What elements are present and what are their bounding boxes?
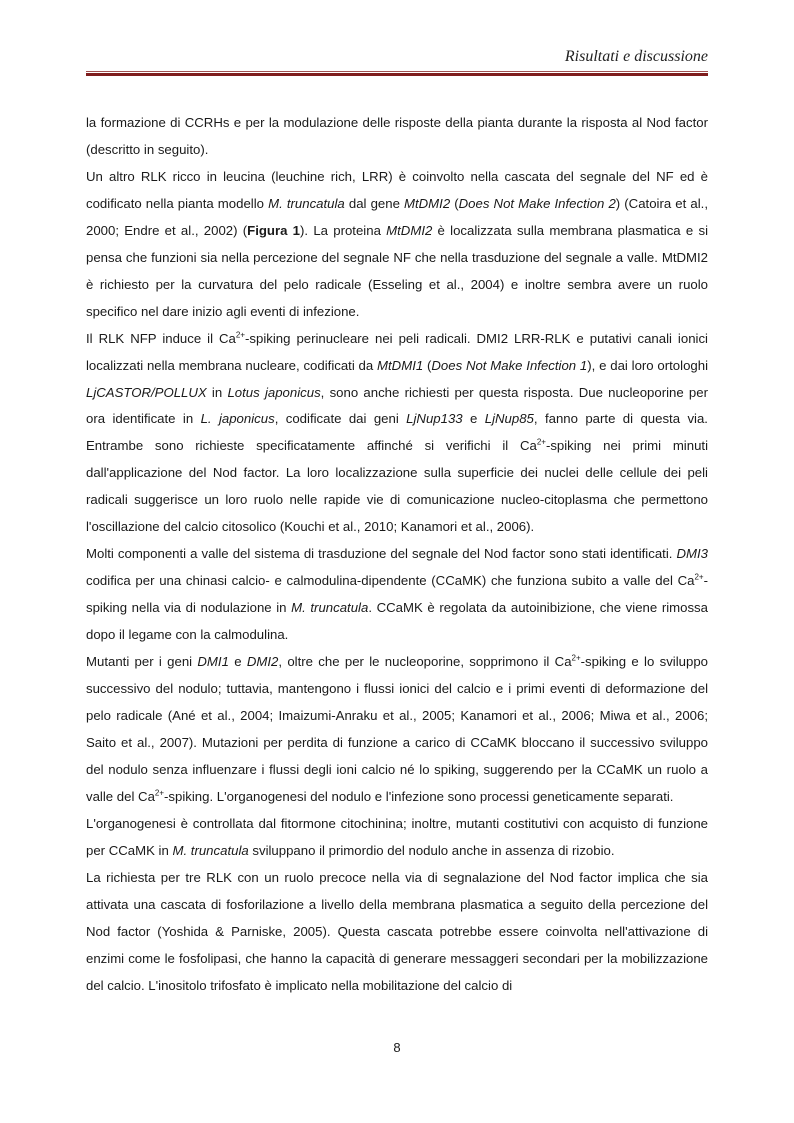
italic-term: L. japonicus — [200, 411, 275, 427]
paragraph — [86, 865, 708, 1000]
italic-term: MtDMI1 — [377, 357, 424, 373]
paragraph — [86, 649, 708, 811]
paragraph — [86, 541, 708, 649]
page-number: 8 — [393, 1040, 401, 1055]
paragraph — [86, 164, 708, 326]
text-run: è localizzata sulla membrana plasmatica e si pensa che funzioni sia nella percezione del segnale NF che nella trasduzione del segnale a valle. MtDMI2 è richiesto per la curvatura del pelo radicale (Esseling et al., 2004) e inoltre sembra avere un ruolo specifico nel dare inizio agli eventi di infezione. — [86, 222, 708, 319]
italic-term: DMI1 — [197, 654, 229, 670]
superscript: 2+ — [235, 330, 246, 340]
running-header: Risultati e discussione — [564, 48, 708, 65]
text-run: ). La proteina — [300, 222, 387, 238]
text-run: -spiking perinucleare nei peli radicali. DMI2 LRR-RLK e putativi canali ionici localizzati nella membrana nucleare, codificati da — [86, 330, 708, 373]
text-run: , sono anche richiesti per questa risposta. Due nucleoporine per ora identificate in — [86, 384, 708, 427]
paragraph — [86, 326, 708, 542]
superscript: 2+ — [571, 653, 581, 663]
body-text — [86, 110, 708, 999]
italic-term: M. truncatula — [268, 195, 345, 211]
text-run: -spiking nella via di nodulazione in — [86, 573, 708, 616]
italic-term: DMI2 — [246, 654, 279, 670]
text-run: L'organogenesi è controllata dal fitormone citochinina; inoltre, mutanti costitutivi con acquisto di funzione per CCaMK in — [86, 815, 708, 858]
text-run: Il RLK NFP induce il Ca — [86, 330, 236, 346]
text-run: , oltre che per le nucleoporine, sopprimono il Ca — [278, 654, 572, 670]
italic-term: LjCASTOR/POLLUX — [86, 384, 207, 400]
superscript: 2+ — [536, 438, 546, 448]
italic-term: Does Not Make Infection 2 — [458, 195, 616, 211]
italic-term: LjNup85 — [484, 411, 534, 427]
header-rule-thick — [86, 73, 708, 76]
superscript: 2+ — [154, 788, 165, 798]
text-run: codifica per una chinasi calcio- e calmodulina-dipendente (CCaMK) che funziona subito a valle del Ca — [86, 573, 695, 589]
text-run: Un altro RLK ricco in leucina (leuchine rich, LRR) è coinvolto nella cascata del segnale del NF ed è codificato nella pianta modello — [86, 168, 708, 211]
italic-term: MtDMI2 — [386, 222, 433, 238]
text-run: in — [206, 384, 228, 400]
text-run: e — [462, 411, 485, 427]
text-run: ) (Catoira et al., 2000; Endre et al., 2002) ( — [86, 195, 708, 238]
italic-term: DMI3 — [676, 546, 708, 562]
header-rule-thin — [86, 71, 708, 72]
bold-reference: Figura 1 — [247, 222, 301, 238]
italic-term: Lotus japonicus — [227, 384, 321, 400]
text-run: , fanno parte di questa via. Entrambe sono richieste specificatamente affinché si verifichi il Ca — [86, 411, 708, 454]
paragraph — [86, 110, 708, 164]
text-run: -spiking nei primi minuti dall'applicazione del Nod factor. La loro localizzazione sulla superficie dei nuclei delle cellule dei peli radicali suggerisce un loro ruolo nelle rapide vie di comunicazione nucleo-citoplasma che permettono l'oscillazione del calcio citosolico (Kouchi et al., 2010; Kanamori et al., 2006). — [86, 438, 709, 535]
text-run: Mutanti per i geni — [86, 654, 198, 670]
italic-term: M. truncatula — [291, 600, 369, 616]
text-run: ( — [450, 195, 459, 211]
text-run: ( — [423, 357, 432, 373]
text-run: -spiking e lo sviluppo successivo del nodulo; tuttavia, mantengono i flussi ionici del calcio e i primi eventi di deformazione del pelo radicale (Ané et al., 2004; Imaizumi-Anraku et al., 2005; Kanamori et al., 2006; Miwa et al., 2006; Saito et al., 2007). Mutazioni per perdita di funzione a carico di CCaMK bloccano il successivo sviluppo del nodulo senza influenzare i flussi degli ioni calcio né lo spiking, suggerendo per la CCaMK un ruolo a valle del Ca — [86, 654, 708, 804]
italic-term: Does Not Make Infection 1 — [431, 357, 588, 373]
text-run: e — [228, 654, 247, 670]
text-run: . CCaMK è regolata da autoinibizione, che viene rimossa dopo il legame con la calmodulina. — [86, 600, 708, 643]
italic-term: LjNup133 — [406, 411, 463, 427]
text-run: , codificate dai geni — [274, 411, 407, 427]
text-run: La richiesta per tre RLK con un ruolo precoce nella via di segnalazione del Nod factor implica che sia attivata una cascata di fosforilazione a livello della membrana plasmatica a seguito della percezione del Nod factor (Yoshida & Parniske, 2005). Questa cascata potrebbe essere coinvolta nell'attivazione di enzimi come le fosfolipasi, che hanno la capacità di generare messaggeri secondari per la mobilizzazione del calcio. L'inositolo trifosfato è implicato nella mobilitazione del calcio di — [86, 869, 708, 993]
paragraph — [86, 811, 708, 865]
text-run: -spiking. L'organogenesi del nodulo e l'infezione sono processi geneticamente separati. — [164, 788, 674, 804]
text-run: dal gene — [344, 195, 404, 211]
text-run: sviluppano il primordio del nodulo anche in assenza di rizobio. — [248, 842, 615, 858]
superscript: 2+ — [694, 572, 704, 582]
text-run: ), e dai loro ortologhi — [587, 357, 708, 373]
italic-term: M. truncatula — [172, 842, 249, 858]
italic-term: MtDMI2 — [404, 195, 451, 211]
text-run: Molti componenti a valle del sistema di trasduzione del segnale del Nod factor sono stati identificati. — [86, 546, 677, 562]
text-run: la formazione di CCRHs e per la modulazione delle risposte della pianta durante la risposta al Nod factor (descritto in seguito). — [86, 115, 708, 157]
